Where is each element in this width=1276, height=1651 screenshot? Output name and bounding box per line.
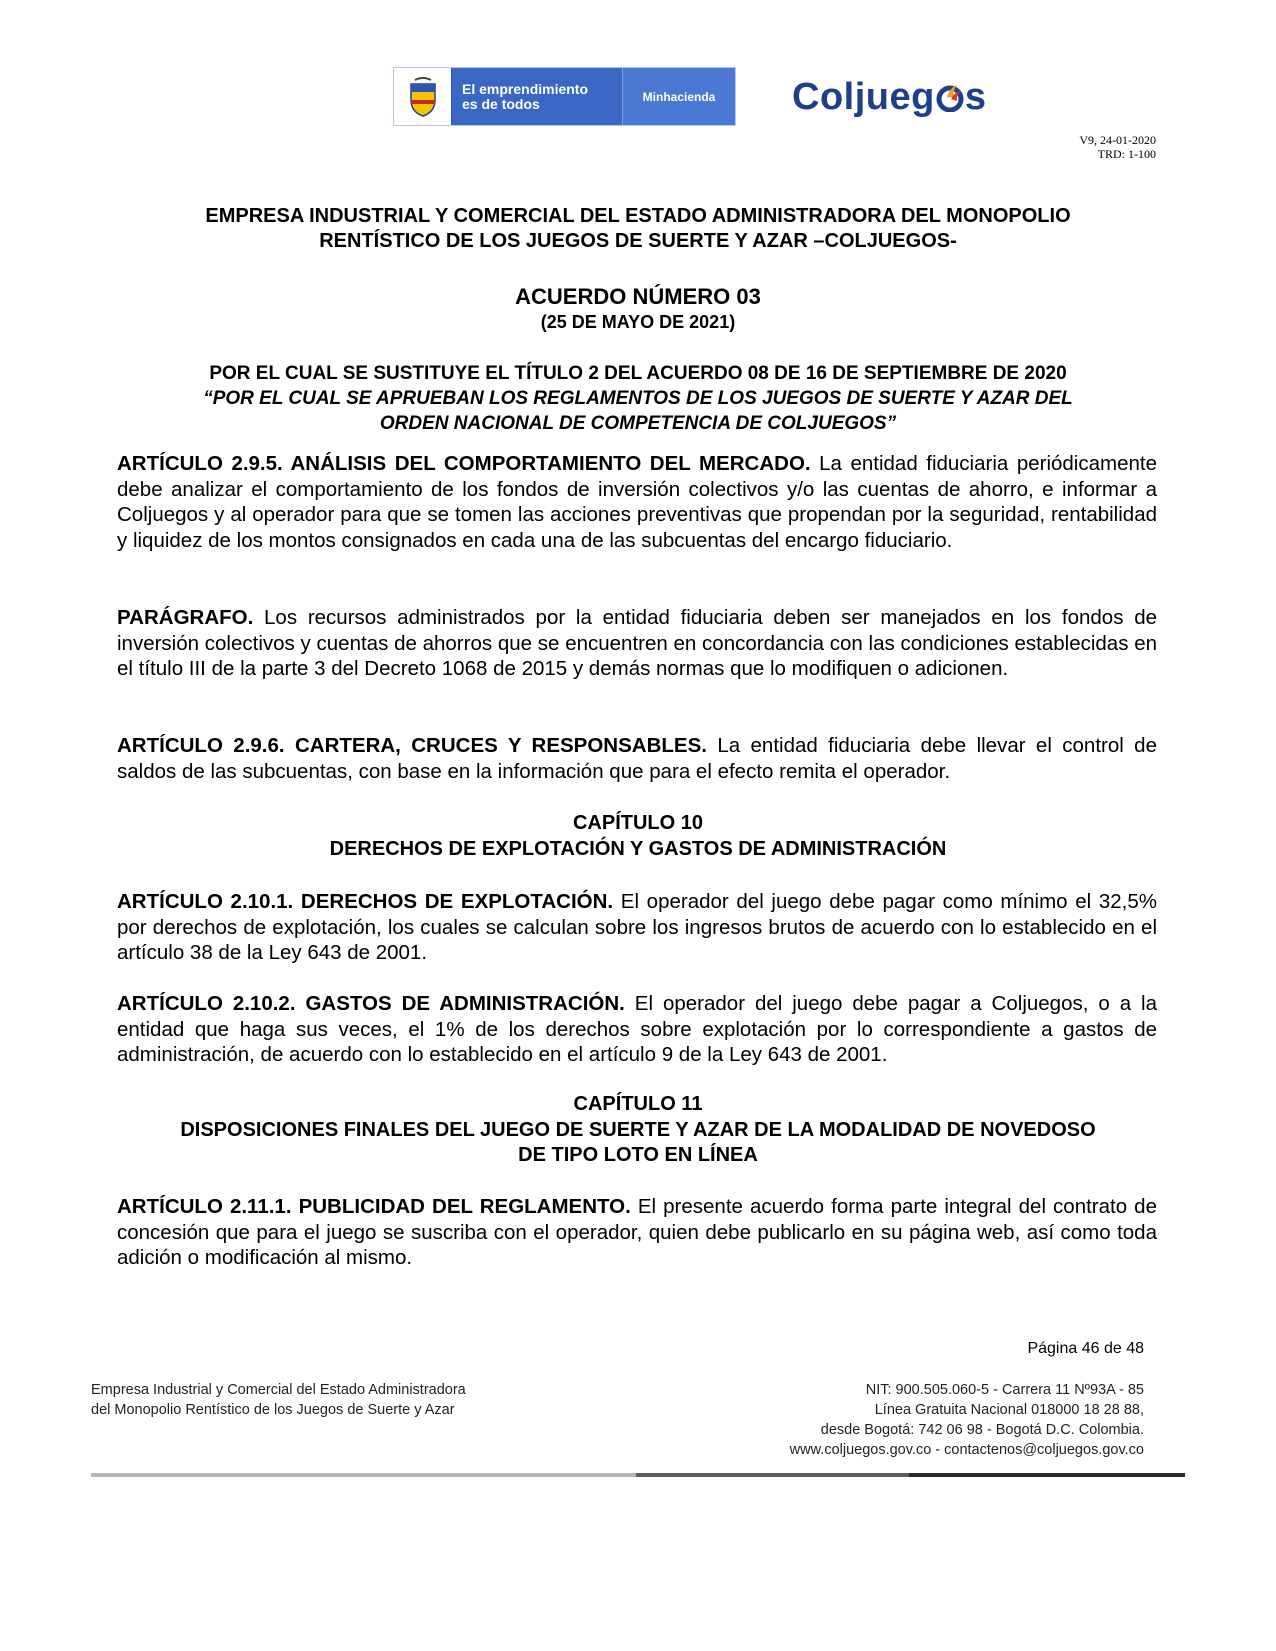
- chapter-subtitle: DERECHOS DE EXPLOTACIÓN Y GASTOS DE ADMINISTRACIÓN: [329, 837, 947, 860]
- paragrafo: [117, 605, 1157, 682]
- page-number: Página 46 de 48: [1027, 1340, 1144, 1357]
- footer-divider-medium: [636, 1473, 909, 1477]
- government-slogan: [452, 68, 622, 125]
- ministry-label: Minhacienda: [622, 68, 735, 125]
- chapter-subtitle-line-1: DISPOSICIONES FINALES DEL JUEGO DE SUERTE Y AZAR DE LA MODALIDAD DE NOVEDOSO: [180, 1118, 1096, 1141]
- acuerdo-subject: [110, 361, 1166, 436]
- article-text: El operador del juego debe pagar como mínimo el 32,5% por derechos de explotación, los cuales se calculan sobre los ingresos brutos de acuerdo con lo establecido en el artículo 38 de la Ley 643 de 2001.: [117, 890, 1157, 964]
- footer-divider-dark: [909, 1473, 1185, 1477]
- slogan-line-1: El emprendimiento: [462, 80, 589, 97]
- article-text: La entidad fiduciaria periódicamente debe analizar el comportamiento de los fondos de inversión colectivos y/o las cuentas de ahorro, e informar a Coljuegos y al operador para que se tomen las acciones preventivas que propendan por la seguridad, rentabilidad y liquidez de los montos consignados en cada una de las subcuentas del encargo fiduciario.: [117, 452, 1157, 552]
- entity-heading: [110, 204, 1166, 254]
- article-text: El operador del juego debe pagar a Coljuegos, o a la entidad que haga sus veces, el 1% de los derechos sobre explotación por lo correspondiente a gastos de administración, de acuerdo con lo establecido en el artículo 9 de la Ley 643 de 2001.: [117, 992, 1157, 1066]
- article-2-11-1: [117, 1194, 1157, 1271]
- article-text: La entidad fiduciaria debe llevar el control de saldos de las subcuentas, con base en la información que para el efecto remita el operador.: [117, 734, 1157, 783]
- entity-heading-line-2: RENTÍSTICO DE LOS JUEGOS DE SUERTE Y AZAR –COLJUEGOS-: [319, 230, 957, 252]
- entity-heading-line-1: EMPRESA INDUSTRIAL Y COMERCIAL DEL ESTADO ADMINISTRADORA DEL MONOPOLIO: [205, 205, 1071, 227]
- footer-entity: [91, 1380, 466, 1420]
- footer-phone: Línea Gratuita Nacional 018000 18 28 88,: [874, 1402, 1144, 1418]
- footer-contact: [790, 1380, 1144, 1460]
- article-title: ARTÍCULO 2.9.6. CARTERA, CRUCES Y RESPONSABLES.: [117, 734, 718, 757]
- footer-entity-line-2: del Monopolio Rentístico de los Juegos de Suerte y Azar: [91, 1402, 455, 1418]
- acuerdo-title: ACUERDO NÚMERO 03: [515, 284, 761, 309]
- coljuegos-logo: [792, 74, 986, 120]
- article-title: ARTÍCULO 2.9.5. ANÁLISIS DEL COMPORTAMIENTO DEL MERCADO.: [117, 452, 820, 475]
- article-text: El presente acuerdo forma parte integral del contrato de concesión que para el juego se suscriba con el operador, quien debe publicarlo en su página web, así como toda adición o modificación al mismo.: [117, 1195, 1157, 1269]
- footer-web-email: www.coljuegos.gov.co - contactenos@coljuegos.gov.co: [789, 1442, 1144, 1458]
- government-logo: [393, 67, 736, 126]
- article-title: ARTÍCULO 2.11.1. PUBLICIDAD DEL REGLAMENTO.: [117, 1195, 638, 1218]
- article-2-10-1: [117, 889, 1157, 966]
- chapter-11-heading: [110, 1092, 1166, 1169]
- version-line: V9, 24-01-2020: [1079, 133, 1156, 147]
- footer-nit: NIT: 900.505.060-5 - Carrera 11 Nº93A - 85: [865, 1382, 1144, 1398]
- footer-divider-light: [91, 1473, 636, 1477]
- trd-line: TRD: 1-100: [1097, 147, 1156, 161]
- subject-line-2: “POR EL CUAL SE APRUEBAN LOS REGLAMENTOS DE LOS JUEGOS DE SUERTE Y AZAR DEL: [203, 388, 1073, 409]
- article-title: ARTÍCULO 2.10.2. GASTOS DE ADMINISTRACIÓN.: [117, 992, 635, 1015]
- article-2-9-5: [117, 451, 1157, 553]
- chapter-title: CAPÍTULO 10: [572, 812, 704, 834]
- chapter-title: CAPÍTULO 11: [573, 1093, 703, 1115]
- article-2-9-6: [117, 733, 1157, 784]
- paragrafo-text: Los recursos administrados por la entidad fiduciaria deben ser manejados en los fondos de inversión colectivos y cuentas de ahorros que se encuentren en concordancia con las condiciones establecidas en el título III de la parte 3 del Decreto 1068 de 2015 y demás normas que lo modifiquen o adicionen.: [117, 606, 1157, 680]
- brand-name-prefix: Coljueg: [792, 75, 935, 118]
- subject-line-1: POR EL CUAL SE SUSTITUYE EL TÍTULO 2 DEL ACUERDO 08 DE 16 DE SEPTIEMBRE DE 2020: [209, 363, 1067, 384]
- article-title: ARTÍCULO 2.10.1. DERECHOS DE EXPLOTACIÓN.: [117, 890, 621, 913]
- footer-entity-line-1: Empresa Industrial y Comercial del Estado Administradora: [91, 1382, 466, 1398]
- footer-bogota: desde Bogotá: 742 06 98 - Bogotá D.C. Colombia.: [820, 1422, 1144, 1438]
- article-2-10-2: [117, 991, 1157, 1068]
- chapter-subtitle-line-2: DE TIPO LOTO EN LÍNEA: [518, 1144, 758, 1166]
- flame-icon: [935, 82, 965, 112]
- subject-line-3: ORDEN NACIONAL DE COMPETENCIA DE COLJUEGOS”: [379, 413, 897, 434]
- slogan-line-2: es de todos: [462, 95, 540, 112]
- brand-name-suffix: s: [964, 75, 987, 118]
- acuerdo-date: (25 DE MAYO DE 2021): [540, 312, 736, 332]
- chapter-10-heading: [110, 811, 1166, 862]
- version-info: [1079, 133, 1156, 161]
- coat-of-arms-icon: [394, 68, 452, 125]
- paragrafo-title: PARÁGRAFO.: [117, 606, 265, 629]
